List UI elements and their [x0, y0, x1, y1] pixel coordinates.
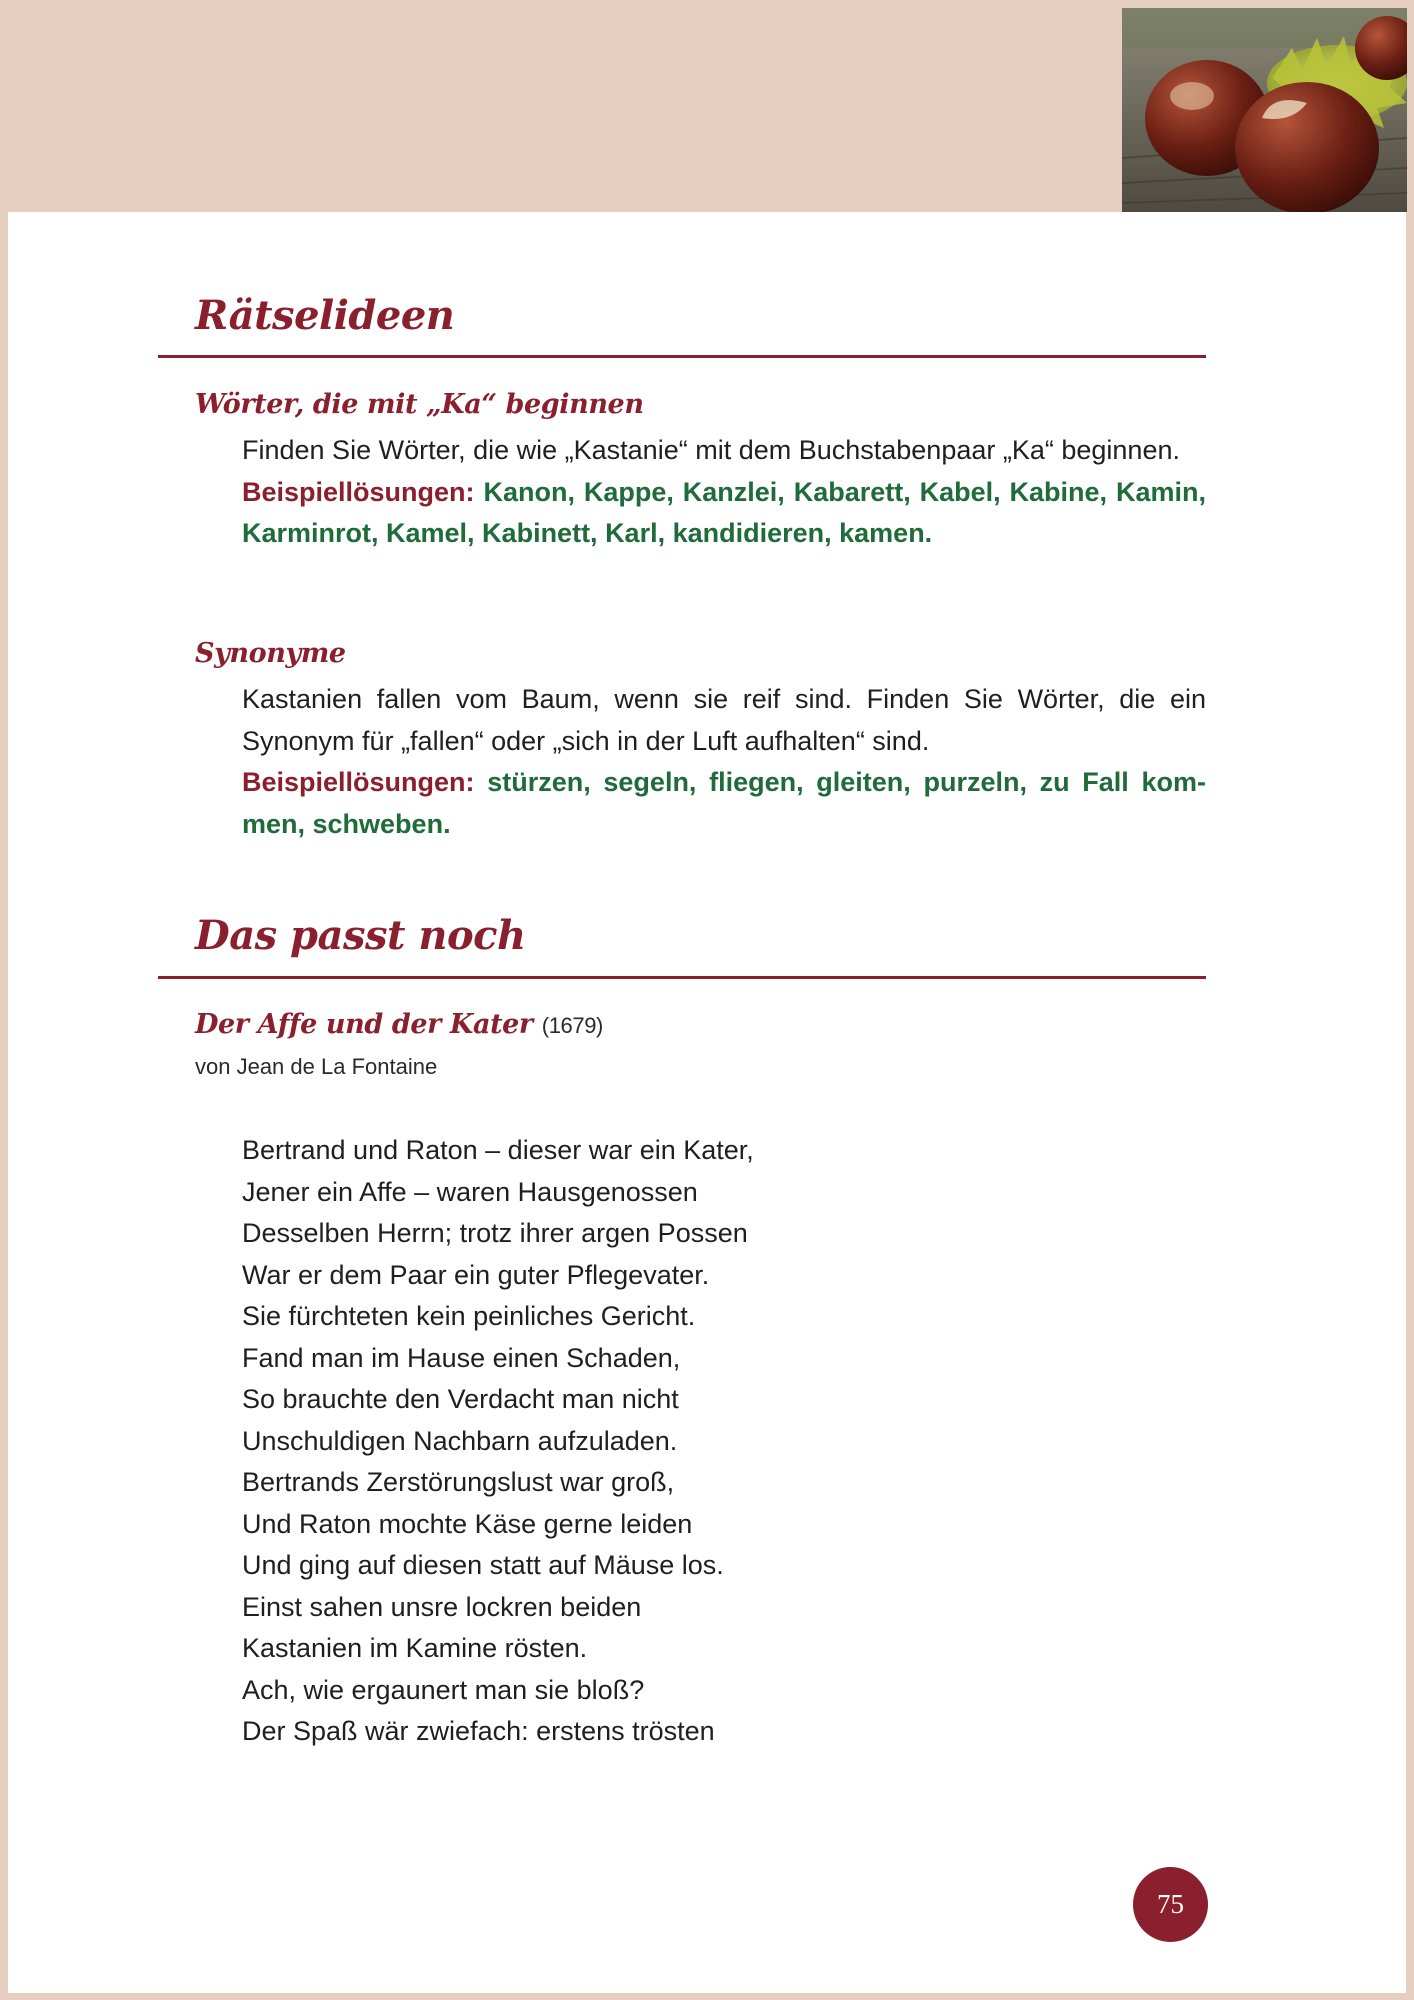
- poem-line: Bertrand und Raton – dieser war ein Kater,: [242, 1135, 754, 1165]
- poem-line: Unschuldigen Nachbarn aufzuladen.: [242, 1425, 678, 1456]
- poem-title-line: [195, 1009, 603, 1040]
- poem-line: Ach, wie ergaunert man sie bloß?: [242, 1674, 645, 1705]
- page-sheet: [8, 212, 1406, 1993]
- ka-solution-label: Beispiellösungen:: [242, 476, 475, 507]
- poem-line: Und ging auf diesen statt auf Mäuse los.: [242, 1550, 724, 1580]
- poem-year: (1679): [541, 1013, 603, 1038]
- subsection-title-synonyme: Synonyme: [195, 638, 346, 669]
- poem-line: Jener ein Affe – waren Hausgenossen: [242, 1176, 698, 1207]
- poem-line: Sie fürchteten kein peinliches Gericht.: [242, 1301, 696, 1331]
- synonyme-solution-label: Beispiellösungen:: [242, 767, 475, 797]
- ka-instruction: Finden Sie Wörter, die wie „Kastanie“ mit dem Buchstabenpaar „Ka“ beginnen.: [242, 435, 1180, 465]
- poem-line: So brauchte den Verdacht man nicht: [242, 1384, 679, 1414]
- synonyme-instruction: Kastanien fallen vom Baum, wenn sie reif sind. Finden Sie Wörter, die ein Synonym für „fallen“ oder „sich in der Luft aufhalten“ sind.: [242, 684, 1206, 756]
- poem-line: Der Spaß wär zwiefach: erstens trösten: [242, 1716, 715, 1746]
- poem-author: von Jean de La Fontaine: [195, 1054, 438, 1079]
- subsection-title-ka: Wörter, die mit „Ka“ beginnen: [195, 389, 644, 420]
- poem-line: War er dem Paar ein guter Pflegevater.: [242, 1259, 710, 1290]
- poem-line: Einst sahen unsre lockren beiden: [242, 1591, 642, 1622]
- poem-line: Und Raton mochte Käse gerne leiden: [242, 1508, 693, 1539]
- synonyme-solution-text: stürzen, segeln, fliegen, gleiten, purzeln, zu Fall kommen, schweben.: [242, 767, 1206, 839]
- ka-paragraph: [242, 430, 1206, 555]
- ka-solution-text: Kanon, Kappe, Kanzlei, Kabarett, Kabel, Kabine, Kamin, Karminrot, Kamel, Kabinett, Karl, kandidieren, kamen.: [242, 476, 1206, 548]
- poem-line: Fand man im Hause einen Schaden,: [242, 1342, 681, 1373]
- section-divider: [158, 976, 1206, 979]
- section-divider: [158, 355, 1206, 358]
- poem-line: Bertrands Zerstörungslust war groß,: [242, 1467, 675, 1497]
- section-title-raetselideen: Rätselideen: [195, 292, 455, 339]
- page-number-badge: [1133, 1867, 1208, 1942]
- page-number: 75: [1157, 1889, 1184, 1919]
- synonyme-paragraph: [242, 679, 1206, 845]
- poem-line: Desselben Herrn; trotz ihrer argen Possen: [242, 1218, 748, 1248]
- section-title-das-passt-noch: Das passt noch: [195, 912, 526, 959]
- chestnut-photo: [1122, 8, 1407, 212]
- poem-title: Der Affe und der Kater: [195, 1009, 533, 1040]
- poem-line: Kastanien im Kamine rösten.: [242, 1633, 588, 1663]
- poem-text: [242, 1130, 754, 1753]
